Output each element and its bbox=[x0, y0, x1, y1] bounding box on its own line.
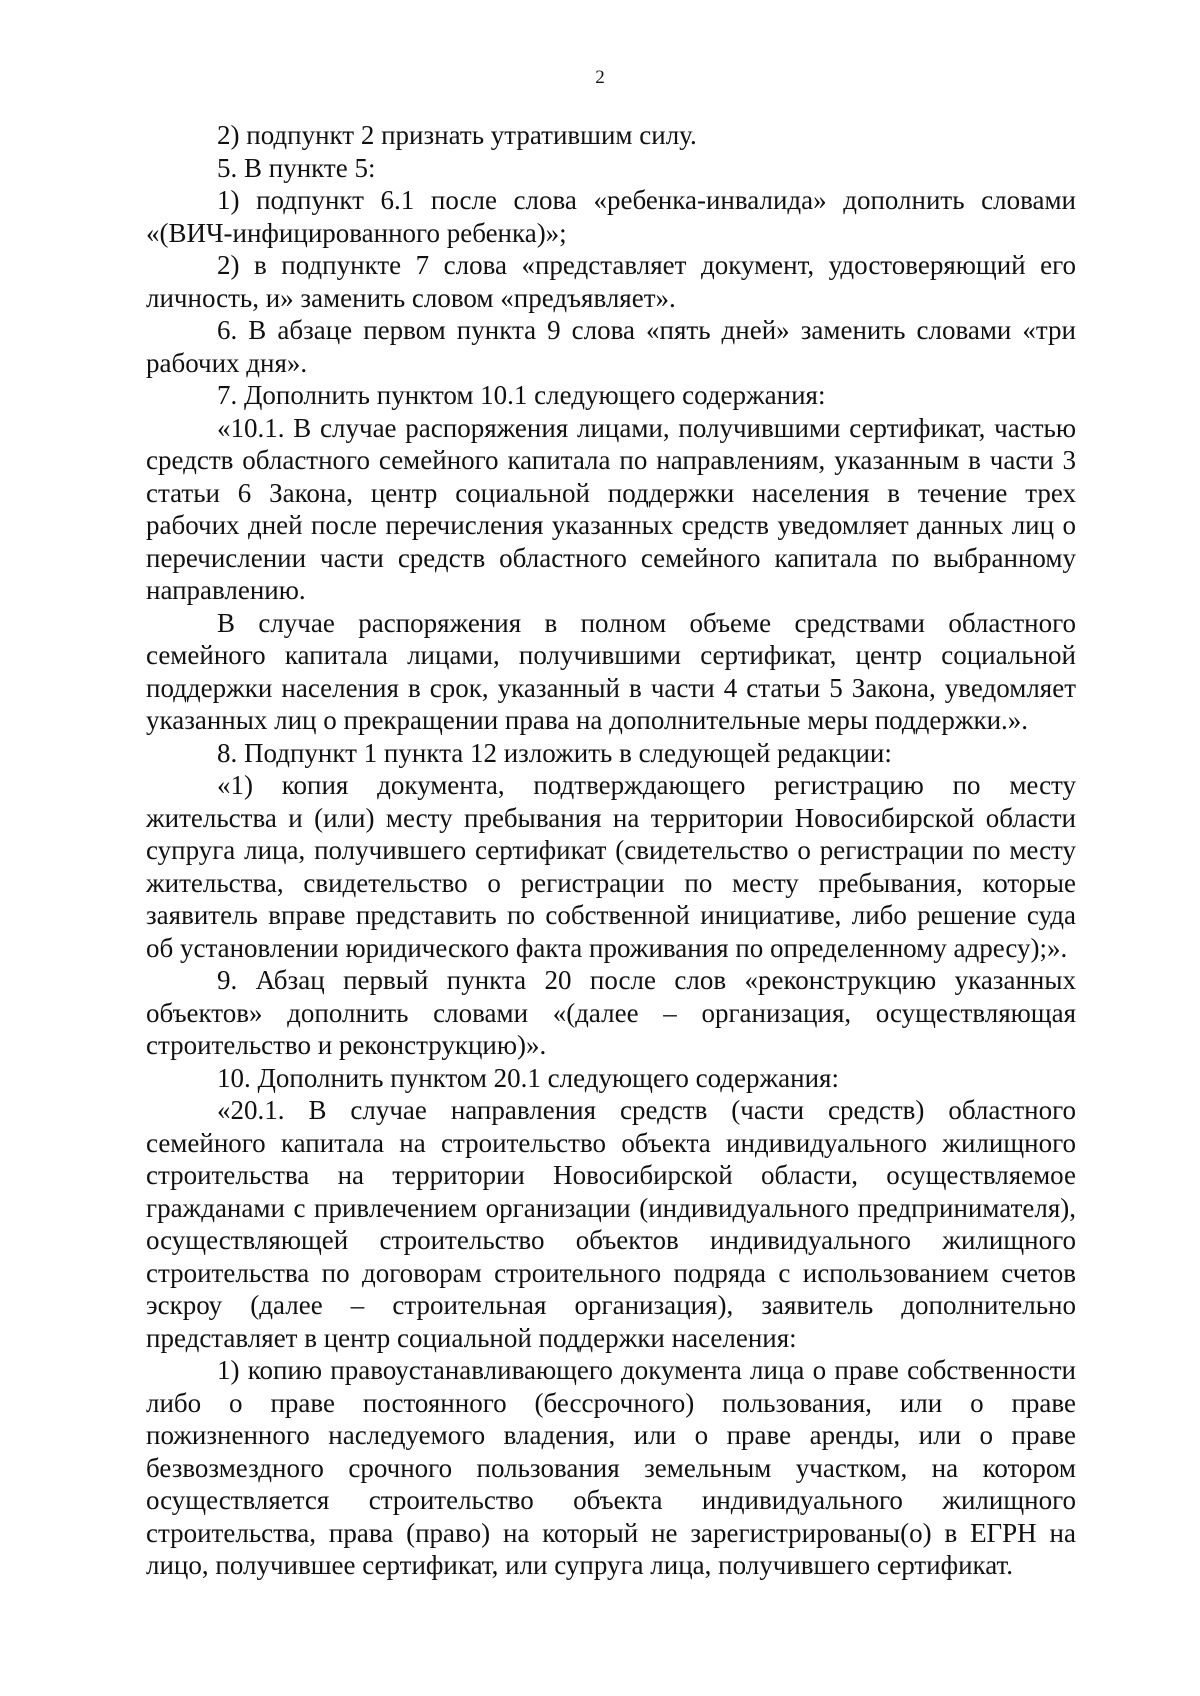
paragraph-8: В случае распоряжения в полном объеме средствами областного семейного капитала лицами, получившими сертификат, центр социальной поддержки населения в срок, указанный в части 4 статьи 5 Закона, уведомляет указанных лиц о прекращении права на дополнительные меры поддержки.». bbox=[146, 607, 1076, 735]
paragraph-5: 6. В абзаце первом пункта 9 слова «пять дней» заменить словами «три рабочих дня». bbox=[146, 315, 1076, 378]
paragraph-4: 2) в подпункте 7 слова «представляет документ, удостоверяющий его личность, и» заменить словом «предъявляет». bbox=[146, 250, 1076, 313]
paragraph-13: «20.1. В случае направления средств (части средств) областного семейного капитала на строительство объекта индивидуального жилищного строительства на территории Новосибирской области, осуществляемое гражданами с привлечением организации (индивидуального предпринимателя), осуществляющей строительство объектов индивидуального жилищного строительства по договорам строительного подряда с использованием счетов эскроу (далее – строительная организация), заявитель дополнительно представляет в центр социальной поддержки населения: bbox=[146, 1095, 1076, 1353]
paragraph-12: 10. Дополнить пунктом 20.1 следующего содержания: bbox=[217, 1062, 839, 1093]
paragraph-1: 2) подпункт 2 признать утратившим силу. bbox=[217, 120, 697, 150]
paragraph-6: 7. Дополнить пунктом 10.1 следующего содержания: bbox=[217, 380, 826, 410]
paragraph-3: 1) подпункт 6.1 после слова «ребенка-инвалида» дополнить словами «(ВИЧ-инфицированного ребенка)»; bbox=[146, 185, 1076, 248]
paragraph-10: «1) копия документа, подтверждающего регистрацию по месту жительства и (или) месту пребывания на территории Новосибирской области супруга лица, получившего сертификат (свидетельство о регистрации по месту жительства, свидетельство о регистрации по месту пребывания, которые заявитель вправе представить по собственной инициативе, либо решение суда об установлении юридического факта проживания по определенному адресу);». bbox=[146, 770, 1076, 963]
paragraph-9: 8. Подпункт 1 пункта 12 изложить в следующей редакции: bbox=[217, 737, 892, 768]
page-number: 2 bbox=[595, 67, 605, 88]
paragraph-2: 5. В пункте 5: bbox=[217, 152, 376, 183]
paragraph-11: 9. Абзац первый пункта 20 после слов «реконструкцию указанных объектов» дополнить словами «(далее – организация, осуществляющая строительство и реконструкцию)». bbox=[146, 965, 1076, 1060]
document-body bbox=[146, 119, 1076, 1582]
paragraph-14: 1) копию правоустанавливающего документа лица о праве собственности либо о праве постоянного (бессрочного) пользования, или о праве пожизненного наследуемого владения, или о праве аренды, или о праве безвозмездного срочного пользования земельным участком, на котором осуществляется строительство объекта индивидуального жилищного строительства, права (право) на который не зарегистрированы(о) в ЕГРН на лицо, получившее сертификат, или супруга лица, получившего сертификат. bbox=[146, 1355, 1076, 1580]
paragraph-7: «10.1. В случае распоряжения лицами, получившими сертификат, частью средств областного семейного капитала по направлениям, указанным в части 3 статьи 6 Закона, центр социальной поддержки населения в течение трех рабочих дней после перечисления указанных средств уведомляет данных лиц о перечислении части средств областного семейного капитала по выбранному направлению. bbox=[146, 412, 1076, 605]
